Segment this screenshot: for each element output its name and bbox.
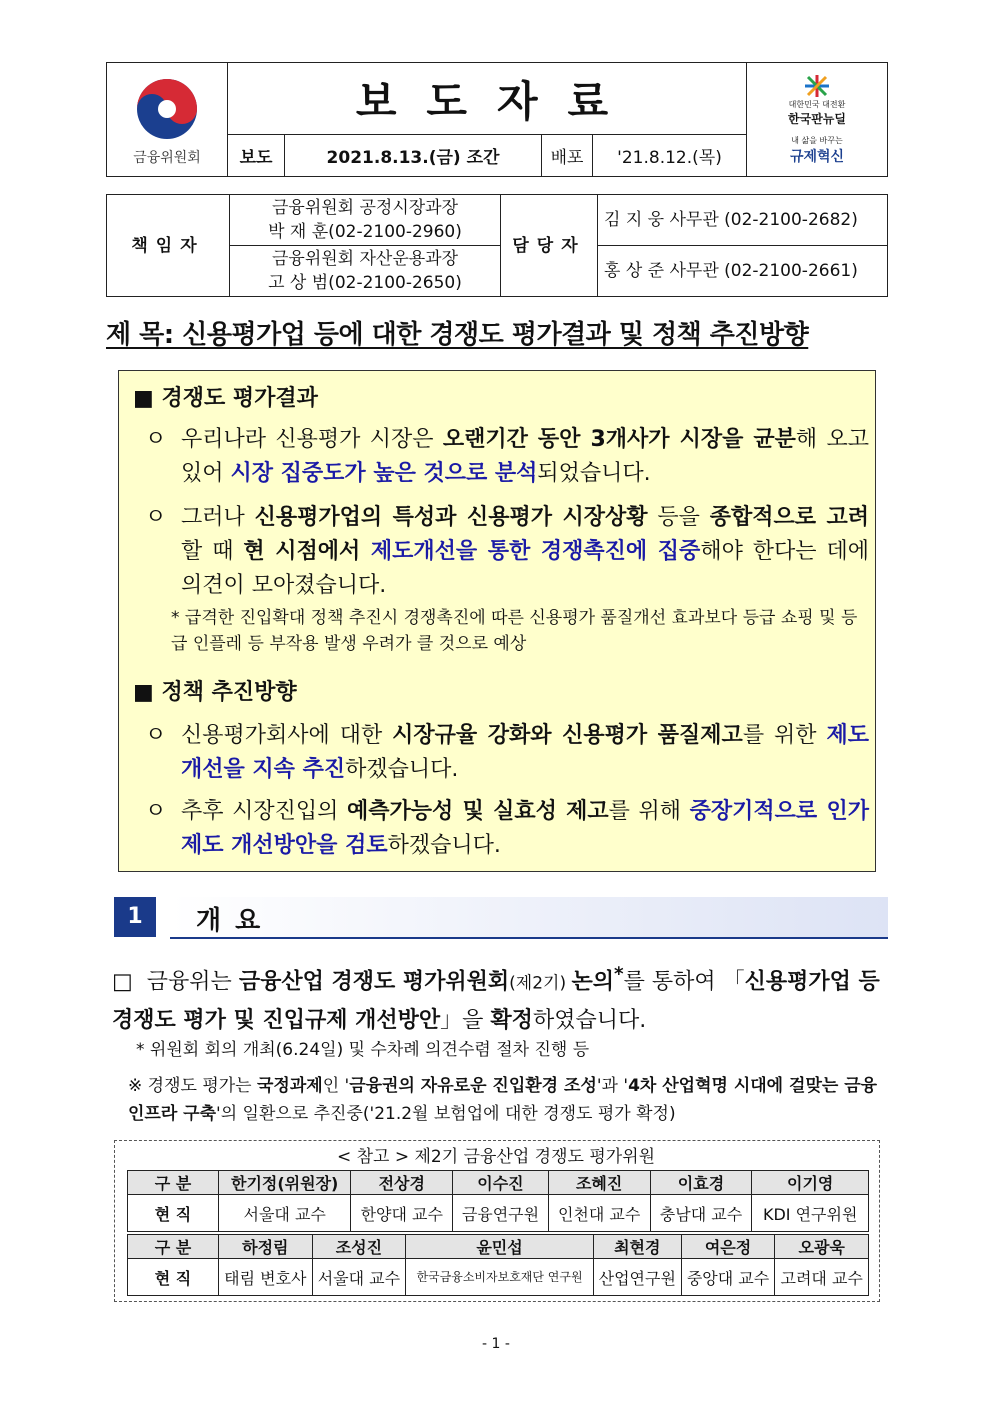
text-run: (제2기) bbox=[509, 973, 572, 994]
bold-run: 4차 산업혁명 시대에 걸맞는 금융인프라 구축 bbox=[128, 1076, 878, 1124]
responsible-1 bbox=[230, 195, 501, 246]
summary-item-3 bbox=[145, 719, 869, 787]
body-remark bbox=[128, 1072, 886, 1128]
highlight-run: 제도개선을 통한 경쟁촉진에 집중 bbox=[370, 539, 701, 564]
bold-run: 논의 bbox=[571, 969, 615, 995]
checkbox-square-icon: □ bbox=[112, 969, 133, 995]
responsible-1-dept: 금융위원회 공정시장과장 bbox=[271, 198, 459, 218]
summary-box bbox=[118, 370, 876, 872]
circle-bullet-icon: ㅇ bbox=[145, 505, 167, 530]
bold-run: 오랜기간 동안 3개사가 시장을 균분 bbox=[442, 427, 796, 452]
table-cell: 인천대 교수 bbox=[548, 1195, 650, 1232]
text-run: 를 위한 bbox=[742, 723, 827, 748]
distribute-label: 배포 bbox=[542, 135, 593, 177]
text-run: 되었습니다. bbox=[537, 461, 651, 486]
bold-run: 신용평가업의 특성과 신용평가 시장상황 bbox=[254, 505, 648, 530]
section-number: 1 bbox=[114, 897, 156, 937]
staff-label: 담당자 bbox=[501, 195, 598, 297]
table-row bbox=[128, 1235, 869, 1259]
text-run: ※ 경쟁도 평가는 bbox=[128, 1076, 257, 1096]
bold-run: 시장규율 강화와 신용평가 품질제고 bbox=[392, 723, 743, 748]
body-footnote: * 위원회 회의 개최(6.24일) 및 수차례 의견수렴 절차 진행 등 bbox=[136, 1040, 590, 1060]
text-run: 해야 한다는 데에 의견이 모아졌습니다. bbox=[181, 539, 869, 598]
text-run: 하였습니다. bbox=[532, 1008, 647, 1034]
distribute-date: '21.8.12.(목) bbox=[593, 135, 747, 177]
table-cell: 최현경 bbox=[593, 1235, 681, 1259]
table-cell: 중앙대 교수 bbox=[681, 1259, 775, 1296]
bold-run: 예측가능성 및 실효성 제고 bbox=[347, 799, 609, 824]
committee-table-2 bbox=[127, 1234, 869, 1296]
page-number: - 1 - bbox=[482, 1336, 510, 1352]
table-cell: 서울대 교수 bbox=[312, 1259, 406, 1296]
table-cell: 구 분 bbox=[128, 1235, 219, 1259]
table-cell: 현 직 bbox=[128, 1195, 219, 1232]
responsible-2 bbox=[230, 246, 501, 297]
responsible-2-dept: 금융위원회 자산운용과장 bbox=[271, 249, 459, 269]
highlight-run: 중장기적으로 인가제도 개선방안을 검토 bbox=[181, 799, 869, 858]
release-date: 2021.8.13.(금) 조간 bbox=[285, 135, 542, 177]
summary-item-1 bbox=[145, 423, 869, 491]
org-logo-cell bbox=[107, 63, 228, 177]
text-run: 하겠습니다. bbox=[387, 833, 501, 858]
org-name: 금융위원회 bbox=[133, 149, 201, 166]
table-cell: 한양대 교수 bbox=[351, 1195, 453, 1232]
reference-caption: < 참고 > 제2기 금융산업 경쟁도 평가위원 bbox=[336, 1147, 656, 1167]
summary-heading-1-text: 경쟁도 평가결과 bbox=[161, 386, 318, 411]
bold-run: 확정 bbox=[490, 1008, 533, 1034]
bold-run: 현 시점에서 bbox=[243, 539, 371, 564]
committee-table-1 bbox=[127, 1170, 869, 1232]
responsible-2-name: 고 상 범(02-2100-2650) bbox=[268, 273, 462, 293]
text-run: 해 오고 있어 bbox=[181, 427, 869, 486]
text-run: '과 ' bbox=[596, 1076, 629, 1096]
table-cell: 이기영 bbox=[752, 1171, 869, 1195]
text-run: 할 때 bbox=[181, 539, 244, 564]
table-cell: 현 직 bbox=[128, 1259, 219, 1296]
summary-heading-2 bbox=[133, 675, 297, 706]
bold-run: 금융권의 자유로운 진입환경 조성 bbox=[349, 1076, 597, 1096]
contact-table bbox=[106, 194, 888, 297]
table-cell: 산업연구원 bbox=[593, 1259, 681, 1296]
bold-run: 국정과제 bbox=[257, 1076, 323, 1096]
text-run: 금융위는 bbox=[146, 969, 239, 995]
staff-1: 김 지 웅 사무관 (02-2100-2682) bbox=[598, 195, 888, 246]
new-deal-star-icon bbox=[799, 73, 835, 99]
table-cell: 서울대 교수 bbox=[219, 1195, 351, 1232]
circle-bullet-icon: ㅇ bbox=[145, 723, 167, 748]
text-run: 신용평가회사에 대한 bbox=[181, 723, 393, 748]
logo-top-small: 대한민국 대전환 bbox=[788, 100, 846, 109]
bold-run: 신용평가업 등 경쟁도 평가 및 진입규제 개선방안 bbox=[112, 969, 880, 1034]
summary-heading-1 bbox=[133, 381, 318, 412]
table-cell: 여은정 bbox=[681, 1235, 775, 1259]
press-header bbox=[106, 62, 888, 177]
document-title: 제 목: 신용평가업 등에 대한 경쟁도 평가결과 및 정책 추진방향 bbox=[106, 320, 809, 350]
table-cell: 충남대 교수 bbox=[650, 1195, 752, 1232]
text-run: 우리나라 신용평가 시장은 bbox=[181, 427, 443, 452]
text-run: 추후 시장진입의 bbox=[181, 799, 348, 824]
text-run: 그러나 bbox=[181, 505, 255, 530]
table-row bbox=[128, 1171, 869, 1195]
table-cell: 이수진 bbox=[453, 1171, 549, 1195]
responsible-label: 책임자 bbox=[107, 195, 230, 297]
text-run: 하겠습니다. bbox=[345, 757, 459, 782]
section-heading-bar bbox=[170, 897, 888, 939]
body-paragraph bbox=[112, 956, 888, 1040]
table-cell: 조혜진 bbox=[548, 1171, 650, 1195]
summary-item-2 bbox=[145, 501, 869, 603]
table-cell: 고려대 교수 bbox=[775, 1259, 869, 1296]
circle-bullet-icon: ㅇ bbox=[145, 799, 167, 824]
summary-footnote: * 급격한 진입확대 정책 추진시 경쟁촉진에 따른 신용평가 품질개선 효과보다 등급 쇼핑 및 등급 인플레 등 부작용 발생 우려가 클 것으로 예상 bbox=[171, 608, 858, 654]
text-run: 를 통하여 「 bbox=[623, 969, 745, 995]
circle-bullet-icon: ㅇ bbox=[145, 427, 167, 452]
table-cell: 오광욱 bbox=[775, 1235, 869, 1259]
text-run: 등을 bbox=[647, 505, 710, 530]
release-label: 보도 bbox=[228, 135, 285, 177]
table-row bbox=[128, 1259, 869, 1296]
bold-run: 금융산업 경쟁도 평가위원회 bbox=[238, 969, 510, 995]
table-cell: 전상경 bbox=[351, 1171, 453, 1195]
summary-item-4 bbox=[145, 795, 869, 863]
table-cell: 한기정(위원장) bbox=[219, 1171, 351, 1195]
logo-top: 한국판뉴딜 bbox=[788, 112, 846, 126]
press-release-title: 보도자료 bbox=[228, 63, 747, 135]
campaign-logo-cell bbox=[747, 63, 888, 177]
square-bullet-icon: ■ bbox=[133, 386, 154, 411]
text-run: 」을 bbox=[440, 1008, 491, 1034]
text-run: 를 위해 bbox=[608, 799, 690, 824]
table-cell: 태림 변호사 bbox=[219, 1259, 313, 1296]
summary-heading-2-text: 정책 추진방향 bbox=[161, 680, 297, 705]
taegeuk-logo-icon bbox=[135, 77, 199, 141]
table-cell: 구 분 bbox=[128, 1171, 219, 1195]
table-cell: 한국금융소비자보호재단 연구원 bbox=[406, 1259, 594, 1296]
square-bullet-icon: ■ bbox=[133, 680, 154, 705]
staff-2: 홍 상 준 사무관 (02-2100-2661) bbox=[598, 246, 888, 297]
section-title: 개요 bbox=[196, 906, 275, 936]
table-cell: 이효경 bbox=[650, 1171, 752, 1195]
footnote-mark: * bbox=[614, 964, 624, 985]
table-cell: 금융연구원 bbox=[453, 1195, 549, 1232]
table-cell: 윤민섭 bbox=[406, 1235, 594, 1259]
highlight-run: 시장 집중도가 높은 것으로 분석 bbox=[230, 461, 538, 486]
table-cell: 조성진 bbox=[312, 1235, 406, 1259]
text-run: 인 ' bbox=[322, 1076, 350, 1096]
table-row bbox=[128, 1195, 869, 1232]
table-cell: 하정림 bbox=[219, 1235, 313, 1259]
responsible-1-name: 박 재 훈(02-2100-2960) bbox=[268, 222, 462, 242]
table-cell: KDI 연구위원 bbox=[752, 1195, 869, 1232]
bold-run: 종합적으로 고려 bbox=[709, 505, 869, 530]
highlight-run: 제도개선을 지속 추진 bbox=[181, 723, 869, 782]
logo-bottom-small: 내 삶을 바꾸는 bbox=[791, 136, 843, 145]
logo-bottom: 규제혁신 bbox=[789, 149, 845, 165]
text-run: '의 일환으로 추진중('21.2월 보험업에 대한 경쟁도 평가 확정) bbox=[216, 1104, 676, 1124]
